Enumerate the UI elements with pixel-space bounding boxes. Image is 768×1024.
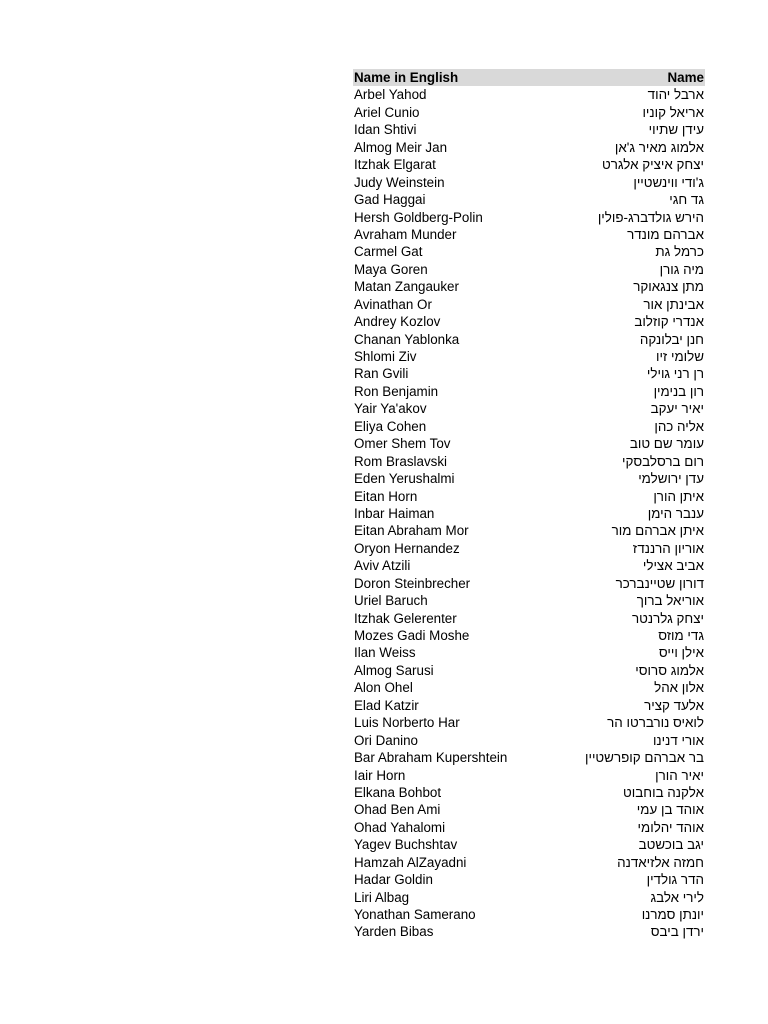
- cell-name-hebrew: חמזה אלזיאדנה: [617, 854, 704, 870]
- cell-name-hebrew: הירש גולדברג-פולין: [597, 209, 704, 225]
- cell-name-in-english: Yonathan Samerano: [354, 907, 476, 922]
- cell-name-hebrew: אוהד בן עמי: [636, 802, 704, 818]
- table-row: [353, 139, 705, 156]
- table-row: [353, 348, 705, 365]
- cell-name-hebrew: יונתן סמרנו: [641, 907, 704, 922]
- cell-name-hebrew: אלמוג מאיר ג'אן: [614, 139, 704, 155]
- cell-name-in-english: Almog Sarusi: [354, 662, 434, 678]
- table-row: [353, 104, 705, 121]
- table-row: [353, 435, 705, 452]
- cell-name-hebrew: יאיר הורן: [655, 767, 704, 783]
- cell-name-in-english: Idan Shtivi: [354, 122, 417, 138]
- cell-name-hebrew: עדן ירושלמי: [638, 471, 704, 487]
- cell-name-in-english: Itzhak Elgarat: [354, 157, 436, 173]
- cell-name-in-english: Gad Haggai: [354, 192, 426, 208]
- cell-name-hebrew: אברהם מונדר: [627, 226, 704, 242]
- table-row: [353, 313, 705, 330]
- table-row: [353, 644, 705, 661]
- cell-name-hebrew: אורי דנינו: [652, 732, 704, 748]
- table-row: [353, 889, 705, 906]
- names-table: [353, 69, 705, 941]
- table-row: [353, 418, 705, 435]
- cell-name-in-english: Ariel Cunio: [354, 104, 420, 120]
- cell-name-hebrew: יצחק גלרנטר: [632, 610, 704, 626]
- cell-name-in-english: Maya Goren: [354, 261, 428, 277]
- table-row: [353, 557, 705, 574]
- cell-name-hebrew: לואיס נורברטו הר: [607, 715, 704, 731]
- cell-name-in-english: Eliya Cohen: [354, 418, 427, 434]
- table-row: [353, 453, 705, 470]
- cell-name-in-english: Iair Horn: [354, 767, 406, 783]
- cell-name-in-english: Ilan Weiss: [354, 645, 416, 661]
- table-row: [353, 156, 705, 173]
- cell-name-hebrew: הדר גולדין: [646, 872, 704, 888]
- cell-name-hebrew: ירדן ביבס: [650, 924, 704, 940]
- table-row: [353, 400, 705, 417]
- cell-name-in-english: Judy Weinstein: [354, 174, 445, 190]
- cell-name-hebrew: ארבל יהוד: [647, 87, 704, 103]
- cell-name-hebrew: אריאל קוניו: [642, 104, 704, 120]
- table-row: [353, 296, 705, 313]
- cell-name-hebrew: מיה גורן: [659, 261, 704, 277]
- cell-name-in-english: Doron Steinbrecher: [354, 575, 471, 591]
- table-row: [353, 86, 705, 103]
- cell-name-in-english: Ohad Yahalomi: [354, 819, 446, 835]
- cell-name-hebrew: רן רני גוילי: [646, 366, 704, 382]
- cell-name-in-english: Ohad Ben Ami: [354, 802, 441, 818]
- cell-name-hebrew: אנדרי קוזלוב: [634, 314, 704, 330]
- header-name-in-english: Name in English: [354, 70, 459, 85]
- cell-name-hebrew: אוהד יהלומי: [637, 819, 704, 835]
- cell-name-hebrew: אבינתן אור: [643, 296, 704, 312]
- cell-name-hebrew: גדי מוזס: [658, 628, 704, 643]
- table-row: [353, 191, 705, 208]
- cell-name-hebrew: אלמוג סרוסי: [635, 662, 704, 678]
- cell-name-hebrew: מתן צנגאוקר: [633, 279, 704, 295]
- cell-name-in-english: Yagev Buchshtav: [354, 837, 458, 853]
- cell-name-in-english: Ron Benjamin: [354, 383, 439, 399]
- cell-name-in-english: Oryon Hernandez: [354, 540, 460, 556]
- cell-name-hebrew: עידן שתיוי: [648, 122, 704, 138]
- cell-name-hebrew: אוריון הרננדז: [632, 540, 704, 556]
- cell-name-in-english: Inbar Haiman: [354, 505, 435, 521]
- table-row: [353, 836, 705, 853]
- cell-name-in-english: Omer Shem Tov: [354, 436, 451, 452]
- cell-name-in-english: Eden Yerushalmi: [354, 471, 455, 487]
- table-header-row: [353, 69, 705, 86]
- table-row: [353, 174, 705, 191]
- table-row: [353, 784, 705, 801]
- cell-name-hebrew: איתן הורן: [653, 488, 704, 504]
- cell-name-in-english: Eitan Horn: [354, 488, 418, 504]
- table-row: [353, 365, 705, 382]
- cell-name-hebrew: לירי אלבג: [650, 889, 704, 905]
- cell-name-hebrew: יגב בוכשטב: [638, 837, 704, 853]
- cell-name-in-english: Almog Meir Jan: [354, 139, 448, 155]
- table-row: [353, 505, 705, 522]
- cell-name-hebrew: עומר שם טוב: [629, 436, 704, 452]
- cell-name-in-english: Alon Ohel: [354, 680, 413, 696]
- table-row: [353, 488, 705, 505]
- cell-name-hebrew: אלון אהל: [654, 680, 704, 696]
- cell-name-hebrew: שלומי זיו: [655, 349, 704, 364]
- cell-name-hebrew: דורון שטיינברכר: [615, 575, 704, 591]
- cell-name-hebrew: ענבר הימן: [647, 505, 704, 521]
- cell-name-in-english: Uriel Baruch: [354, 593, 428, 609]
- cell-name-in-english: Avinathan Or: [354, 296, 432, 312]
- table-row: [353, 662, 705, 679]
- table-row: [353, 592, 705, 609]
- cell-name-in-english: Hersh Goldberg-Polin: [354, 209, 483, 225]
- cell-name-in-english: Eitan Abraham Mor: [354, 523, 469, 539]
- header-name: Name: [667, 70, 704, 85]
- cell-name-hebrew: חנן יבלונקה: [639, 331, 704, 347]
- table-row: [353, 261, 705, 278]
- cell-name-hebrew: אביב אצילי: [642, 558, 704, 574]
- cell-name-in-english: Ran Gvili: [354, 366, 409, 382]
- cell-name-hebrew: בר אברהם קופרשטיין: [585, 750, 704, 766]
- cell-name-hebrew: ג'ודי ווינשטיין: [633, 174, 704, 190]
- table-row: [353, 819, 705, 836]
- cell-name-in-english: Shlomi Ziv: [354, 349, 417, 364]
- table-row: [353, 470, 705, 487]
- table-row: [353, 278, 705, 295]
- cell-name-in-english: Itzhak Gelerenter: [354, 610, 457, 626]
- table-row: [353, 243, 705, 260]
- cell-name-in-english: Elad Katzir: [354, 697, 419, 713]
- cell-name-in-english: Hadar Goldin: [354, 872, 433, 888]
- cell-name-hebrew: אליה כהן: [654, 418, 704, 434]
- table-row: [353, 871, 705, 888]
- table-row: [353, 540, 705, 557]
- cell-name-in-english: Hamzah AlZayadni: [354, 854, 467, 870]
- table-row: [353, 610, 705, 627]
- cell-name-hebrew: יאיר יעקב: [650, 401, 704, 417]
- table-row: [353, 679, 705, 696]
- table-row: [353, 121, 705, 138]
- cell-name-in-english: Luis Norberto Har: [354, 715, 460, 731]
- table-row: [353, 906, 705, 923]
- table-row: [353, 209, 705, 226]
- cell-name-in-english: Mozes Gadi Moshe: [354, 628, 470, 643]
- cell-name-in-english: Andrey Kozlov: [354, 314, 441, 330]
- cell-name-in-english: Rom Braslavski: [354, 453, 448, 469]
- table-row: [353, 522, 705, 539]
- cell-name-hebrew: איתן אברהם מור: [611, 523, 704, 539]
- cell-name-in-english: Ori Danino: [354, 732, 419, 748]
- table-row: [353, 627, 705, 644]
- cell-name-hebrew: אלעד קציר: [644, 697, 704, 713]
- cell-name-in-english: Aviv Atzili: [354, 558, 411, 574]
- cell-name-in-english: Liri Albag: [354, 889, 410, 905]
- cell-name-in-english: Yair Ya'akov: [354, 401, 427, 417]
- cell-name-in-english: Matan Zangauker: [354, 279, 459, 295]
- cell-name-in-english: Carmel Gat: [354, 244, 423, 260]
- table-row: [353, 732, 705, 749]
- table-row: [353, 331, 705, 348]
- cell-name-hebrew: אילן וייס: [658, 645, 704, 661]
- table-row: [353, 714, 705, 731]
- cell-name-hebrew: גד חגי: [669, 192, 704, 208]
- cell-name-in-english: Avraham Munder: [354, 226, 457, 242]
- cell-name-in-english: Bar Abraham Kupershtein: [354, 750, 508, 766]
- table-row: [353, 767, 705, 784]
- cell-name-hebrew: כרמל גת: [655, 244, 704, 260]
- table-body: [353, 86, 705, 940]
- cell-name-in-english: Chanan Yablonka: [354, 331, 460, 347]
- cell-name-hebrew: אוריאל ברוך: [636, 593, 704, 609]
- cell-name-in-english: Arbel Yahod: [354, 87, 427, 103]
- table-row: [353, 923, 705, 940]
- cell-name-hebrew: אלקנה בוחבוט: [623, 784, 704, 800]
- cell-name-in-english: Elkana Bohbot: [354, 784, 442, 800]
- table-row: [353, 697, 705, 714]
- table-row: [353, 226, 705, 243]
- table-row: [353, 801, 705, 818]
- cell-name-in-english: Yarden Bibas: [354, 924, 434, 940]
- table-row: [353, 749, 705, 766]
- cell-name-hebrew: רון בנימין: [653, 383, 704, 399]
- table-row: [353, 854, 705, 871]
- table-row: [353, 575, 705, 592]
- cell-name-hebrew: רום ברסלבסקי: [622, 453, 704, 469]
- cell-name-hebrew: יצחק איציק אלגרט: [601, 157, 704, 173]
- table-row: [353, 383, 705, 400]
